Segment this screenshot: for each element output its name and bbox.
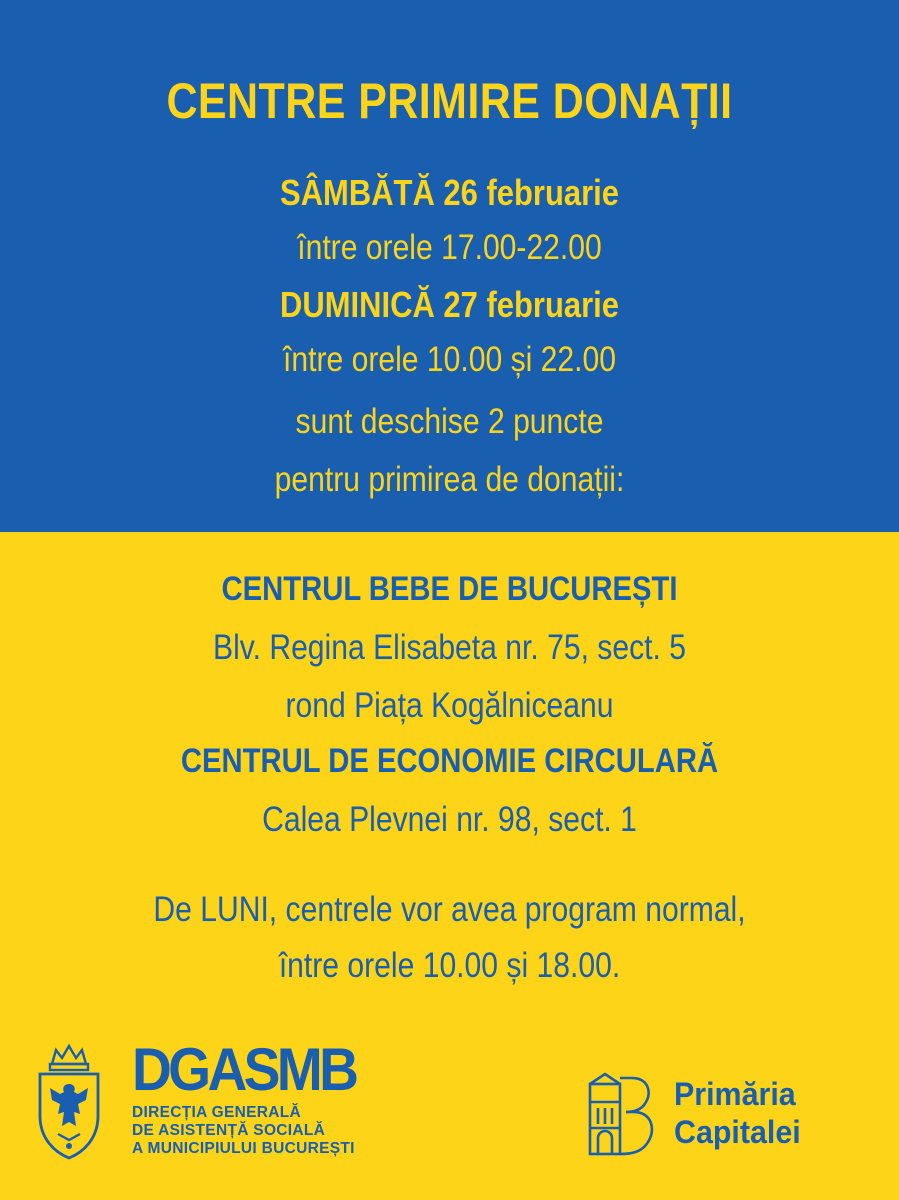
primaria-text: Primăria <box>674 1076 796 1112</box>
capitalei-text: Capitalei <box>674 1114 801 1150</box>
blue-top-section <box>0 0 899 532</box>
donations-purpose-text: pentru primirea de donații: <box>274 460 625 499</box>
sunday-date: DUMINICĂ 27 februarie <box>280 284 619 325</box>
center-2-address: Calea Plevnei nr. 98, sect. 1 <box>262 800 637 839</box>
primaria-b-building-icon <box>586 1072 658 1158</box>
center-2-name: CENTRUL DE ECONOMIE CIRCULARĂ <box>180 742 719 780</box>
dgasmb-line-1: DIRECȚIA GENERALĂ <box>132 1104 302 1121</box>
saturday-hours: între orele 17.00-22.00 <box>297 228 602 267</box>
dgasmb-logo-text: DGASMB <box>132 1036 356 1103</box>
center-1-address: Blv. Regina Elisabeta nr. 75, sect. 5 <box>213 628 686 667</box>
center-1-landmark: rond Piața Kogălniceanu <box>285 686 614 725</box>
primaria-capitalei-logo-block <box>586 1072 876 1162</box>
center-1-name: CENTRUL BEBE DE BUCUREȘTI <box>221 570 678 608</box>
saturday-date: SÂMBĂTĂ 26 februarie <box>280 172 619 213</box>
bucharest-coat-of-arms-icon <box>34 1042 104 1162</box>
dgasmb-logo-block <box>34 1038 394 1168</box>
sunday-hours: între orele 10.00 și 22.00 <box>282 340 617 379</box>
notice-line-1: De LUNI, centrele vor avea program normal, <box>153 890 746 929</box>
dgasmb-line-3: A MUNICIPIULUI BUCUREȘTI <box>132 1140 355 1157</box>
points-open-text: sunt deschise 2 puncte <box>295 402 604 441</box>
notice-line-2: între orele 10.00 și 18.00. <box>278 946 621 985</box>
poster-title: CENTRE PRIMIRE DONAȚII <box>166 73 733 129</box>
dgasmb-line-2: DE ASISTENȚĂ SOCIALĂ <box>132 1122 326 1139</box>
